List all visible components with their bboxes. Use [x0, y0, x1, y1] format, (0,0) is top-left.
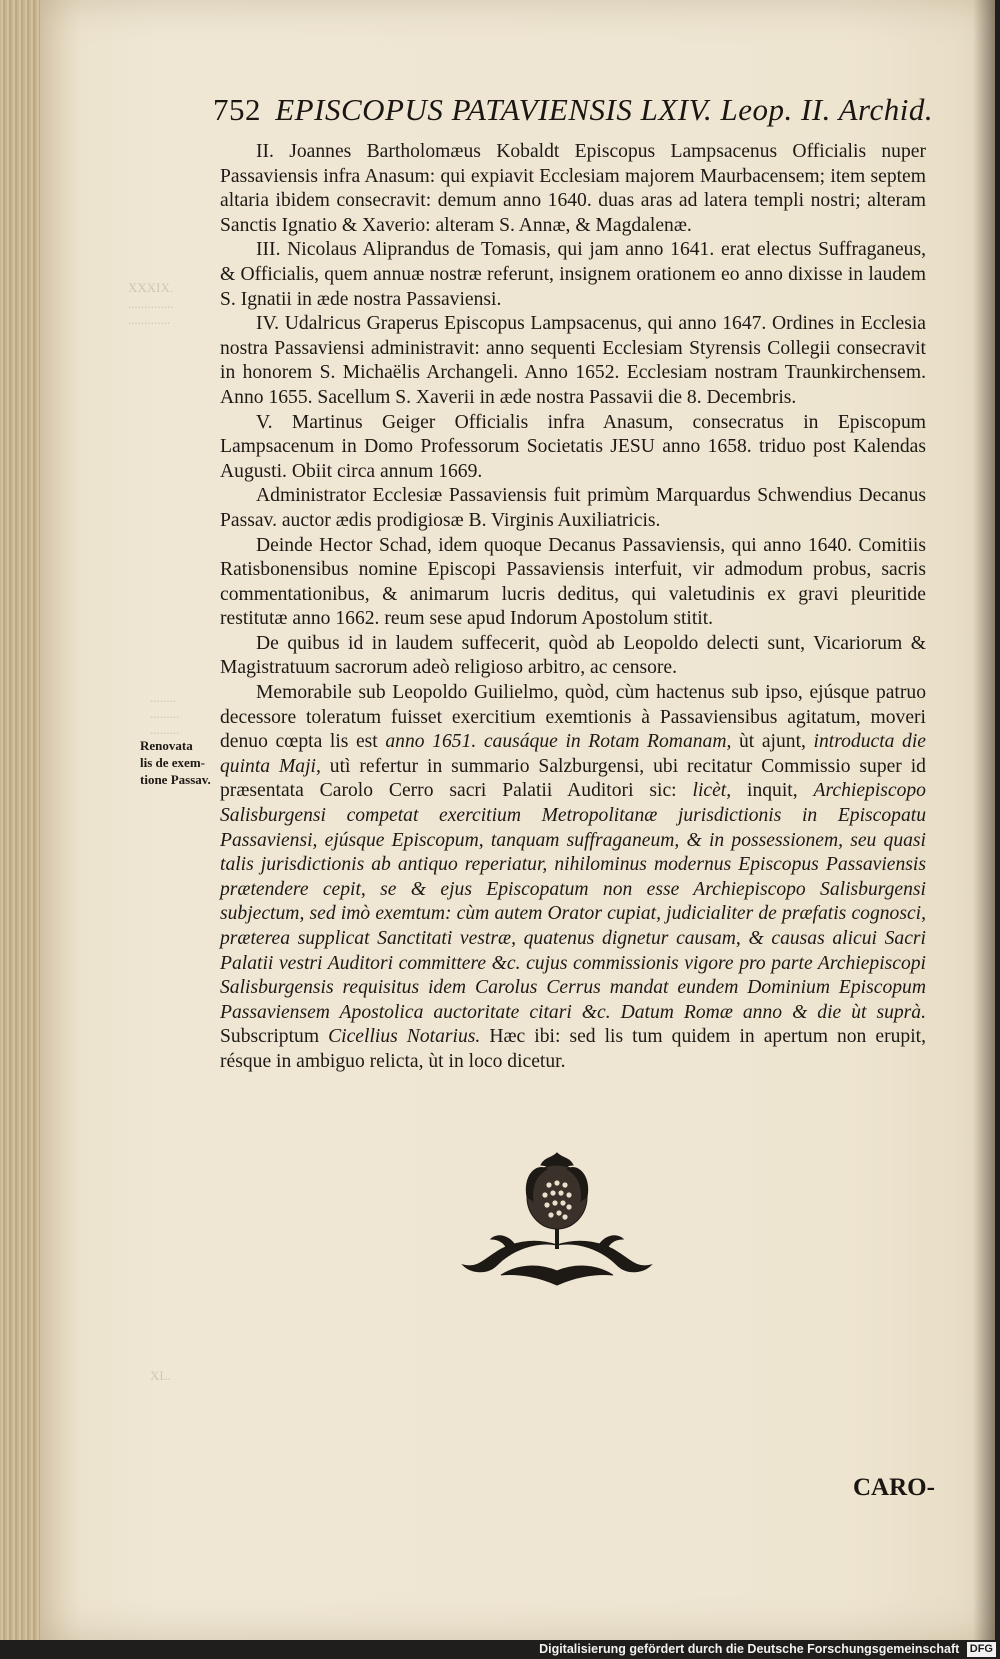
pomegranate-ornament [457, 1145, 657, 1287]
italic-run: Cicellius Notarius. [328, 1026, 481, 1048]
paragraph: II. Joannes Bartholomæus Kobaldt Episcopus Lampsacenus Officialis nuper Passaviensis infra Anasum: qui expiavit Ecclesiam majorem Maurbacensem; item septem altaria ibidem consecravit: demum anno 1640. duas aras ad latera templi nostri; alteram Sanctis Ignatio & Xaverio: alteram S. Annæ, & Magdalenæ. [220, 141, 926, 236]
margin-note-line: tione Passav. [140, 772, 211, 787]
paragraph: III. Nicolaus Aliprandus de Tomasis, qui jam anno 1641. erat electus Suffraganeus, & Officialis, quem annuæ nostræ referunt, insignem orationem eo anno dixisse in laudem S. Ignatii in æde nostra Passaviensi. [220, 239, 926, 310]
text-run: ùt ajunt, [731, 731, 814, 753]
bleedthrough-text: ........ ......... ......... [150, 690, 180, 737]
bleedthrough-text: XL. [150, 1368, 171, 1383]
text-run: utì refertur in summario Salzburgensi, ubi recitatur Commissio super id præsentata Carolo Cerro sacri Palatii Auditori sic: [220, 755, 926, 802]
italic-run: anno 1651. causáque in Rotam Romanam, [385, 731, 732, 753]
paragraph: V. Martinus Geiger Officialis infra Anasum, consecratus in Episcopum Lampsacenum in Domo Professorum Societatis JESU anno 1658. triduo post Kalendas Augusti. Obiit circa annum 1669. [220, 411, 926, 482]
italic-quotation: Archiepiscopo Salisburgensi competat exercitium Metropolitanæ jurisdictionis in Episcopatu Passaviensi, ejúsque Episcopum, tanquam suffraganeum, & in possessionem, seu quasi talis jurisdictionis ab antiquo reperiatur, nihilominus modernus Episcopus Passaviensis prætendere cepit, se & ejus Episcopatum non esse Archiepiscopo Salisburgensi subjectum, sed imò exemtum: cùm autem Orator cupiat, judicialiter de præfatis cognosci, præterea supplicat Sanctitati vestræ, quatenus dignetur causam, & causas alicui Sacri Palatii vestri Auditori committere &c. cujus commissionis vigore pro parte Archiepiscopi Salisburgensis requisitus idem Carolus Cerrus mandat eundem Dominium Episcopum Passaviensem Apostolica auctoritate citari &c. Datum Romæ anno & die ùt suprà. [220, 780, 926, 1023]
margin-note-line: lis de exem- [140, 755, 205, 770]
paragraph-memorabile [220, 681, 926, 1075]
paragraph: Administrator Ecclesiæ Passaviensis fuit primùm Marquardus Schwendius Decanus Passav. auctor ædis prodigiosæ B. Virginis Auxiliatricis. [220, 485, 926, 531]
main-text [220, 140, 926, 1075]
dfg-logo: DFG [967, 1642, 996, 1657]
text-run: Subscriptum [220, 1026, 329, 1048]
margin-note [140, 737, 218, 788]
running-title: EPISCOPUS PATAVIENSIS LXIV. Leop. II. Archid. [275, 92, 934, 127]
running-header [213, 92, 933, 128]
page-gutter-shadow [973, 0, 995, 1640]
italic-run: introducta die quinta Maji, [220, 731, 926, 777]
margin-note-line: Renovata [140, 738, 193, 753]
page-number: 752 [213, 92, 261, 127]
credit-text: Digitalisierung gefördert durch die Deutsche Forschungsgemeinschaft [539, 1642, 960, 1656]
text-run: inquit, [731, 780, 814, 802]
paragraph: Deinde Hector Schad, idem quoque Decanus Passaviensis, qui anno 1640. Comitiis Ratisbonensibus nomine Episcopi Passaviensis interfuit, vir admodum probus, sacris commentationibus, & animarum lucris deditus, qui valetudinis ex gravi pleuritide restitutæ anno 1662. reum sese apud Indorum Apostolum stitit. [220, 534, 926, 630]
catchword: CARO- [853, 1474, 935, 1501]
digitization-credit [0, 1640, 1000, 1659]
text-run: Memorabile sub Leopoldo Guilielmo, quòd, cùm hactenus sub ipso, ejúsque patruo decessore toleratum fuisset exercitium exemtionis à Passaviensibus agitatum, moveri denuo cœpta lis est [220, 682, 926, 753]
paragraph: De quibus id in laudem suffecerit, quòd ab Leopoldo delecti sunt, Vicariorum & Magistratuum sacrorum adeò religioso arbitro, ac censore. [220, 632, 926, 679]
bleedthrough-text: XXXIX. .............. ............. [128, 280, 174, 327]
text-run: Hæc ibi: sed lis tum quidem in apertum non erupit, résque in ambiguo relicta, ùt in loco dicetur. [220, 1026, 926, 1072]
paragraph: IV. Udalricus Graperus Episcopus Lampsacenus, qui anno 1647. Ordines in Ecclesia nostra Passaviensi administravit: anno sequenti Ecclesiam Styrensis Collegii consecravit in honorem S. Michaëlis Archangeli. Anno 1652. Ecclesiam nostram Traunkirchensem. Anno 1655. Sacellum S. Xaverii in æde nostra Passavii die 8. Decembris. [220, 313, 926, 408]
italic-run: licèt, [692, 780, 732, 802]
